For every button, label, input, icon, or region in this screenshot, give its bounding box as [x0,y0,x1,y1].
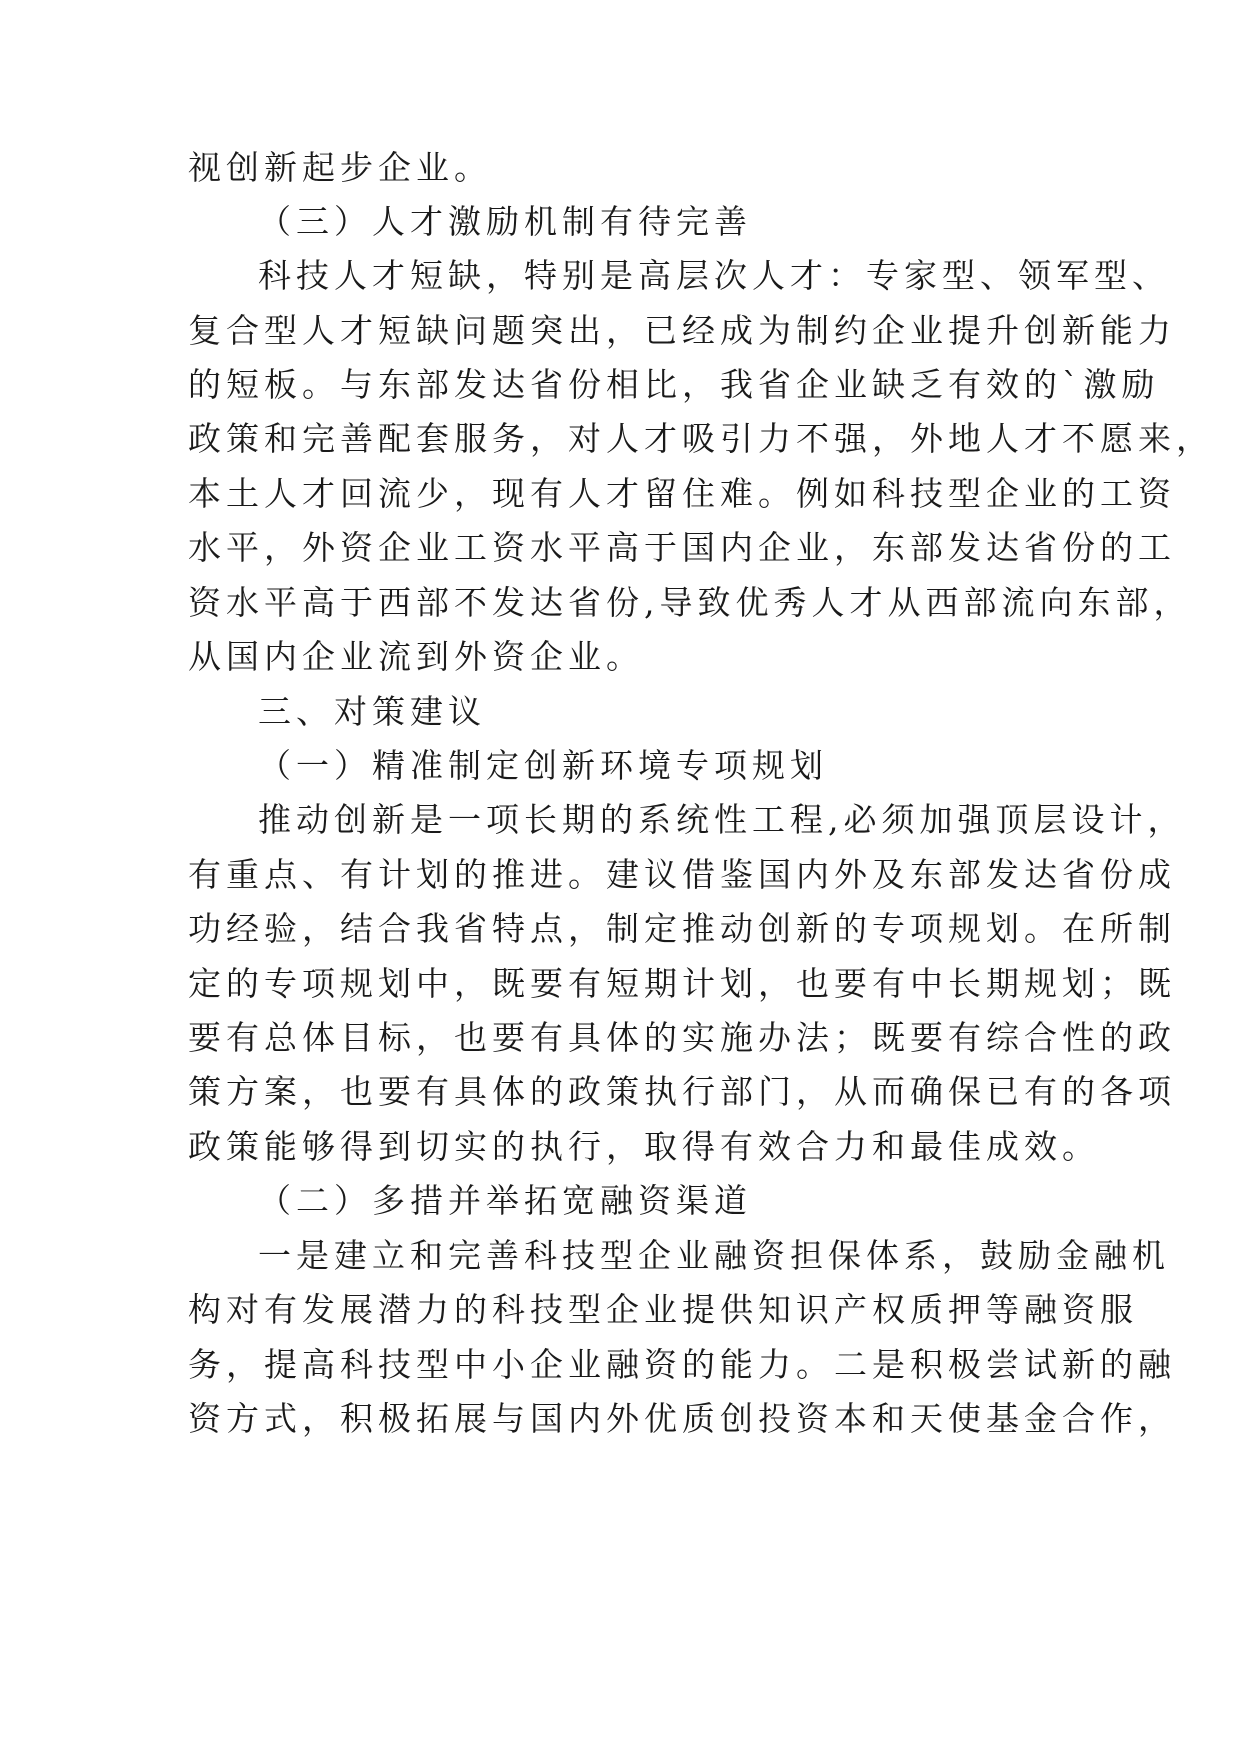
section-heading: （二）多措并举拓宽融资渠道 [258,1181,752,1220]
paragraph-line: 一是建立和完善科技型企业融资担保体系，鼓励金融机 [258,1236,1170,1275]
section-heading: （三）人才激励机制有待完善 [258,202,752,241]
paragraph-line: 水平，外资企业工资水平高于国内企业，东部发达省份的工 [188,528,1176,567]
paragraph-line: 政策和完善配套服务，对人才吸引力不强，外地人才不愿来， [188,419,1214,458]
chapter-heading: 三、对策建议 [258,692,486,731]
paragraph-line: 有重点、有计划的推进。建议借鉴国内外及东部发达省份成 [188,855,1176,894]
paragraph-line: 定的专项规划中，既要有短期计划，也要有中长期规划；既 [188,964,1176,1003]
paragraph-line: 本土人才回流少，现有人才留住难。例如科技型企业的工资 [188,474,1176,513]
paragraph-line: 推动创新是一项长期的系统性工程,必须加强顶层设计， [258,800,1186,839]
paragraph-line: 功经验，结合我省特点，制定推动创新的专项规划。在所制 [188,909,1176,948]
paragraph-line: 政策能够得到切实的执行，取得有效合力和最佳成效。 [188,1127,1100,1166]
paragraph-line: 构对有发展潜力的科技型企业提供知识产权质押等融资服 [188,1290,1138,1329]
paragraph-line: 复合型人才短缺问题突出，已经成为制约企业提升创新能力 [188,311,1176,350]
paragraph-line: 务，提高科技型中小企业融资的能力。二是积极尝试新的融 [188,1345,1176,1384]
paragraph-line: 资方式，积极拓展与国内外优质创投资本和天使基金合作， [188,1399,1176,1438]
paragraph-line: 的短板。与东部发达省份相比，我省企业缺乏有效的`激励 [188,365,1160,404]
paragraph-line: 资水平高于西部不发达省份,导致优秀人才从西部流向东部， [188,583,1192,622]
paragraph-line: 视创新起步企业。 [188,148,492,187]
paragraph-line: 从国内企业流到外资企业。 [188,637,644,676]
paragraph-line: 科技人才短缺，特别是高层次人才：专家型、领军型、 [258,256,1170,295]
paragraph-line: 要有总体目标，也要有具体的实施办法；既要有综合性的政 [188,1018,1176,1057]
section-heading: （一）精准制定创新环境专项规划 [258,746,828,785]
paragraph-line: 策方案，也要有具体的政策执行部门，从而确保已有的各项 [188,1072,1176,1111]
